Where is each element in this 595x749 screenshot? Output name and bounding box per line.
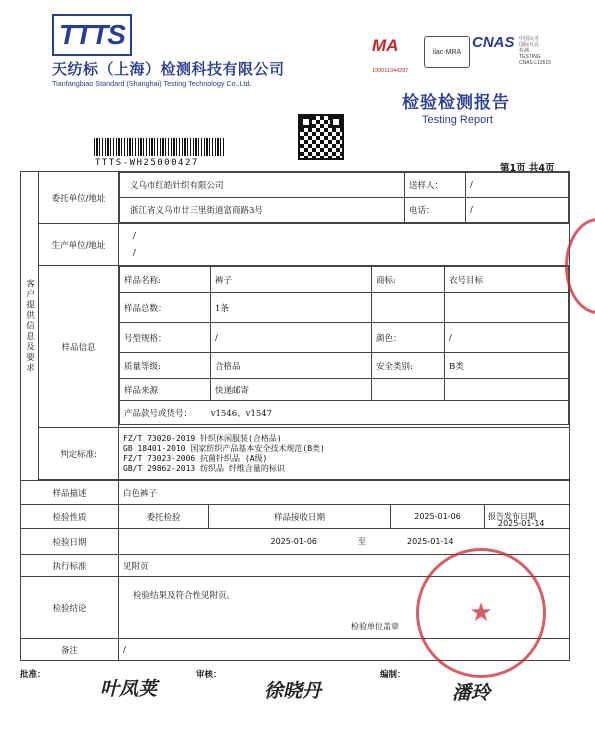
item-number-row bbox=[120, 401, 569, 425]
model-label: 号型规格： bbox=[120, 323, 211, 353]
compile-label: 编制： bbox=[380, 670, 406, 680]
client-address: 浙江省义乌市廿三里街道富商路3号 bbox=[120, 198, 405, 223]
ilac-mra-mark: ilac-MRA bbox=[424, 36, 470, 68]
brand-label: 商标: bbox=[372, 267, 445, 293]
conclusion-value: 检验结果及符合性见附页。 bbox=[133, 591, 236, 601]
brand-value: 衣号目标 bbox=[445, 267, 569, 293]
company-logo: TTTS bbox=[52, 14, 132, 56]
seal-star-icon: ★ bbox=[469, 598, 493, 628]
standard-line: GB 18401-2010 国家纺织产品基本安全技术规范(B类) bbox=[123, 443, 325, 453]
cnas-line: CNAS L12515 bbox=[519, 60, 551, 66]
standard-exec-value: 见附页 bbox=[119, 555, 570, 577]
qr-code-icon bbox=[298, 114, 344, 160]
test-date-to: 至 bbox=[358, 537, 366, 546]
color-value: / bbox=[445, 323, 569, 353]
safety-value: B类 bbox=[445, 353, 569, 379]
model-value: / bbox=[211, 323, 372, 353]
source-label: 样品来源 bbox=[120, 379, 211, 401]
company-name-cn: 天纺标（上海）检测科技有限公司 bbox=[52, 60, 285, 78]
receive-date-value: 2025-01-06 bbox=[391, 505, 485, 529]
barcode bbox=[94, 138, 226, 156]
sample-info-block bbox=[119, 266, 569, 425]
color-label: 颜色： bbox=[372, 323, 445, 353]
standard-line: FZ/T 73023-2006 抗菌针织品 (A级) bbox=[123, 453, 268, 463]
client-name: 义乌市红皓针织有限公司 bbox=[120, 173, 405, 198]
cnas-line: TESTING bbox=[519, 54, 541, 60]
description-label: 样品描述 bbox=[21, 481, 119, 505]
review-label: 审核： bbox=[196, 670, 222, 680]
cma-mark: MA bbox=[372, 36, 399, 55]
sender-value: / bbox=[466, 173, 569, 198]
standards-label: 判定标准: bbox=[39, 428, 119, 480]
company-name-en: Tianfangbiao Standard (Shanghai) Testing Technology Co.,Ltd. bbox=[52, 79, 252, 88]
sender-label: 送样人： bbox=[405, 173, 466, 198]
source-value: 快递邮寄 bbox=[211, 379, 372, 401]
standard-line: FZ/T 73020-2019 针织休闲服装(合格品) bbox=[123, 433, 282, 443]
issue-date-label: 报告发布日期 bbox=[488, 512, 536, 521]
test-date-end: 2025-01-14 bbox=[407, 537, 454, 546]
test-date-start: 2025-01-06 bbox=[270, 537, 317, 546]
manufacturer-line: / bbox=[133, 230, 136, 241]
grade-value: 合格品 bbox=[211, 353, 372, 379]
item-number-value: v1546、v1547 bbox=[210, 408, 273, 419]
client-label: 委托单位/地址 bbox=[39, 172, 119, 224]
company-seal bbox=[416, 548, 546, 678]
customer-section-label: 客户提供信息及要求 bbox=[21, 172, 39, 481]
client-block bbox=[119, 172, 569, 223]
standard-exec-label: 执行标准 bbox=[21, 555, 119, 577]
sample-name-label: 样品名称: bbox=[120, 267, 211, 293]
report-title-en: Testing Report bbox=[422, 114, 493, 126]
stamp-label: 检验单位盖章 bbox=[351, 622, 399, 631]
approve-signature: 叶凤荚 bbox=[100, 678, 158, 700]
nature-value: 委托检验 bbox=[119, 505, 209, 529]
barcode-number: TTTS-WH25000427 bbox=[95, 158, 199, 168]
standard-line: GB/T 29862-2013 纺织品 纤维含量的标识 bbox=[123, 463, 285, 473]
description-value: 白色裤子 bbox=[119, 481, 570, 505]
item-number-label: 产品款号或货号： bbox=[124, 408, 193, 419]
manufacturer-label: 生产单位/地址 bbox=[39, 224, 119, 266]
approve-label: 批准： bbox=[20, 670, 46, 680]
count-label: 样品总数： bbox=[120, 293, 211, 323]
sample-name-value: 裤子 bbox=[211, 267, 372, 293]
safety-label: 安全类别: bbox=[372, 353, 445, 379]
manufacturer-line: / bbox=[133, 247, 136, 258]
compile-signature: 潘玲 bbox=[452, 682, 491, 704]
grade-label: 质量等级: bbox=[120, 353, 211, 379]
cnas-details bbox=[519, 36, 551, 66]
cnas-line: 检测 bbox=[519, 48, 530, 54]
phone-value: / bbox=[466, 198, 569, 223]
receive-date-label: 样品接收日期 bbox=[209, 505, 391, 529]
nature-label: 检验性质 bbox=[21, 505, 119, 529]
report-title-cn: 检验检测报告 bbox=[402, 93, 510, 113]
remark-label: 备注 bbox=[21, 639, 119, 661]
cma-number: 190011344297 bbox=[372, 68, 409, 74]
page-number: 第1页 共4页 bbox=[500, 163, 555, 174]
review-signature: 徐晓丹 bbox=[264, 680, 322, 702]
count-value: 1条 bbox=[211, 293, 372, 323]
cnas-mark: CNAS bbox=[472, 34, 515, 51]
phone-label: 电话： bbox=[405, 198, 466, 223]
sample-info-label: 样品信息 bbox=[39, 266, 119, 428]
test-date-label: 检验日期 bbox=[21, 529, 119, 555]
conclusion-label: 检验结论 bbox=[21, 577, 119, 639]
remark-value: / bbox=[119, 639, 570, 661]
cnas-line: 中国认可 bbox=[519, 36, 540, 42]
cnas-line: 国际互认 bbox=[519, 42, 540, 48]
issue-date-value: 2025-01-14 bbox=[498, 519, 545, 528]
